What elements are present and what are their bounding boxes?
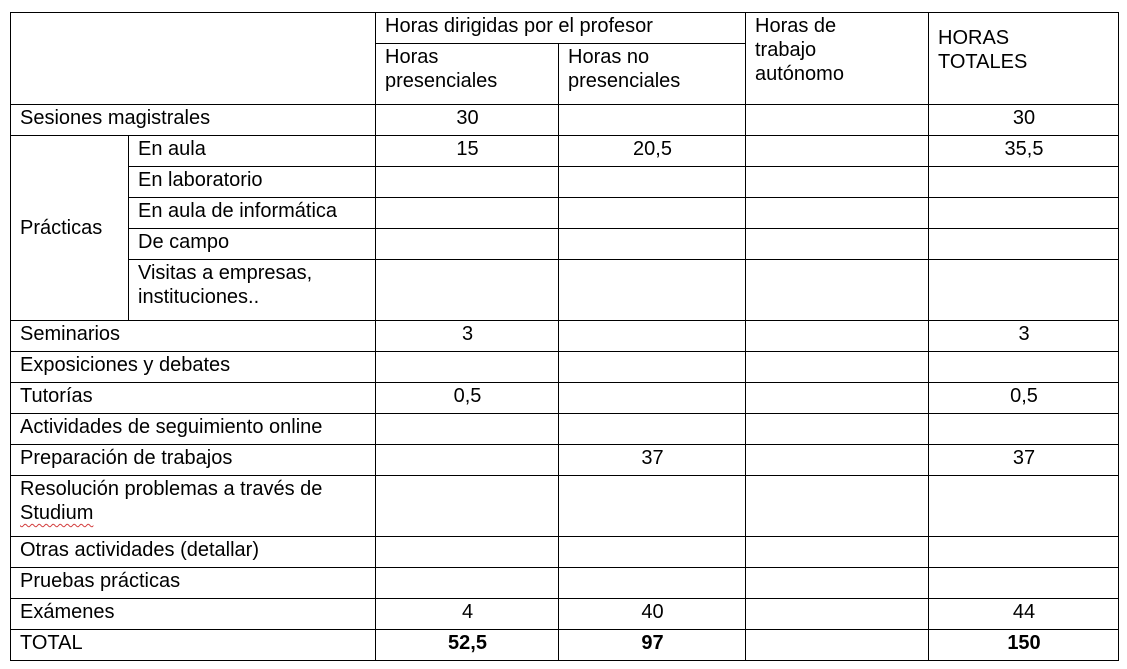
total-totales-value: 150 bbox=[1007, 632, 1041, 654]
cell-totales bbox=[929, 414, 1119, 445]
row-label: Tutorías bbox=[11, 383, 376, 414]
cell-no-presenciales bbox=[559, 198, 746, 229]
table-row bbox=[11, 537, 1119, 568]
row-label: En aula bbox=[129, 136, 376, 167]
cell-autonomo bbox=[746, 136, 929, 167]
cell-autonomo bbox=[746, 599, 929, 630]
cell-totales bbox=[929, 260, 1119, 321]
total-totales bbox=[929, 630, 1119, 661]
header-empty-cell bbox=[11, 13, 376, 105]
cell-presenciales: 3 bbox=[376, 321, 559, 352]
cell-no-presenciales bbox=[559, 321, 746, 352]
cell-totales: 35,5 bbox=[929, 136, 1119, 167]
cell-presenciales bbox=[376, 198, 559, 229]
header-presenciales bbox=[376, 44, 559, 105]
header-presenciales-line1: Horas bbox=[385, 46, 439, 68]
cell-no-presenciales bbox=[559, 105, 746, 136]
practicas-label: Prácticas bbox=[11, 136, 129, 321]
total-autonomo bbox=[746, 630, 929, 661]
row-label-line2: instituciones.. bbox=[138, 286, 260, 308]
cell-no-presenciales bbox=[559, 414, 746, 445]
row-label: Actividades de seguimiento online bbox=[11, 414, 376, 445]
header-totales-line1: HORAS bbox=[938, 27, 1010, 49]
row-label: Pruebas prácticas bbox=[11, 568, 376, 599]
row-label-line1: Resolución problemas a través de bbox=[20, 478, 323, 500]
header-no-presenciales-line2: presenciales bbox=[568, 70, 681, 92]
cell-no-presenciales bbox=[559, 383, 746, 414]
table-row bbox=[11, 414, 1119, 445]
cell-autonomo bbox=[746, 445, 929, 476]
studium-word: Studium bbox=[20, 502, 94, 524]
cell-autonomo bbox=[746, 352, 929, 383]
cell-presenciales bbox=[376, 568, 559, 599]
row-label: Preparación de trabajos bbox=[11, 445, 376, 476]
header-totales-line2: TOTALES bbox=[938, 51, 1028, 73]
cell-no-presenciales bbox=[559, 568, 746, 599]
cell-autonomo bbox=[746, 383, 929, 414]
cell-totales bbox=[929, 229, 1119, 260]
cell-no-presenciales bbox=[559, 229, 746, 260]
total-no-presenciales-value: 97 bbox=[641, 632, 664, 654]
cell-presenciales bbox=[376, 445, 559, 476]
row-label: En laboratorio bbox=[129, 167, 376, 198]
cell-totales: 44 bbox=[929, 599, 1119, 630]
cell-totales: 0,5 bbox=[929, 383, 1119, 414]
cell-presenciales bbox=[376, 537, 559, 568]
table-row bbox=[11, 599, 1119, 630]
cell-totales bbox=[929, 198, 1119, 229]
header-autonomous-hours bbox=[746, 13, 929, 105]
table-row bbox=[11, 445, 1119, 476]
total-label: TOTAL bbox=[11, 630, 376, 661]
cell-autonomo bbox=[746, 321, 929, 352]
header-total-hours bbox=[929, 13, 1119, 105]
cell-autonomo bbox=[746, 414, 929, 445]
cell-totales bbox=[929, 352, 1119, 383]
row-label: Otras actividades (detallar) bbox=[11, 537, 376, 568]
header-autonomo-line2: trabajo bbox=[755, 39, 817, 61]
cell-no-presenciales: 40 bbox=[559, 599, 746, 630]
total-presenciales-value: 52,5 bbox=[448, 632, 487, 654]
cell-no-presenciales: 20,5 bbox=[559, 136, 746, 167]
cell-autonomo bbox=[746, 167, 929, 198]
cell-presenciales bbox=[376, 229, 559, 260]
cell-presenciales: 4 bbox=[376, 599, 559, 630]
cell-no-presenciales bbox=[559, 476, 746, 537]
table-row bbox=[11, 383, 1119, 414]
cell-autonomo bbox=[746, 568, 929, 599]
header-presenciales-line2: presenciales bbox=[385, 70, 498, 92]
table-row bbox=[11, 352, 1119, 383]
cell-totales bbox=[929, 537, 1119, 568]
cell-presenciales bbox=[376, 167, 559, 198]
row-label: Exámenes bbox=[11, 599, 376, 630]
table-row bbox=[11, 229, 1119, 260]
cell-autonomo bbox=[746, 105, 929, 136]
cell-totales: 30 bbox=[929, 105, 1119, 136]
row-label: De campo bbox=[129, 229, 376, 260]
header-group-directed-hours: Horas dirigidas por el profesor bbox=[376, 13, 746, 44]
row-label bbox=[11, 476, 376, 537]
cell-autonomo bbox=[746, 476, 929, 537]
cell-totales: 37 bbox=[929, 445, 1119, 476]
table-row bbox=[11, 198, 1119, 229]
header-no-presenciales bbox=[559, 44, 746, 105]
cell-no-presenciales: 37 bbox=[559, 445, 746, 476]
cell-presenciales bbox=[376, 352, 559, 383]
row-label-line1: Visitas a empresas, bbox=[138, 262, 313, 284]
cell-no-presenciales bbox=[559, 167, 746, 198]
table-row bbox=[11, 260, 1119, 321]
cell-presenciales: 0,5 bbox=[376, 383, 559, 414]
row-label-line2 bbox=[20, 501, 367, 525]
table-row bbox=[11, 321, 1119, 352]
total-no-presenciales bbox=[559, 630, 746, 661]
header-row-1 bbox=[11, 13, 1119, 44]
hours-table bbox=[10, 12, 1119, 661]
cell-totales bbox=[929, 476, 1119, 537]
header-no-presenciales-line1: Horas no bbox=[568, 46, 650, 68]
table-row bbox=[11, 105, 1119, 136]
cell-no-presenciales bbox=[559, 537, 746, 568]
cell-autonomo bbox=[746, 229, 929, 260]
table-row bbox=[11, 136, 1119, 167]
cell-totales: 3 bbox=[929, 321, 1119, 352]
row-label: Sesiones magistrales bbox=[11, 105, 376, 136]
header-autonomo-line1: Horas de bbox=[755, 15, 837, 37]
cell-no-presenciales bbox=[559, 352, 746, 383]
cell-presenciales bbox=[376, 414, 559, 445]
cell-totales bbox=[929, 568, 1119, 599]
table-row bbox=[11, 476, 1119, 537]
total-row bbox=[11, 630, 1119, 661]
cell-presenciales bbox=[376, 476, 559, 537]
cell-totales bbox=[929, 167, 1119, 198]
header-autonomo-line3: autónomo bbox=[755, 63, 844, 85]
total-presenciales bbox=[376, 630, 559, 661]
row-label bbox=[129, 260, 376, 321]
cell-no-presenciales bbox=[559, 260, 746, 321]
cell-presenciales: 30 bbox=[376, 105, 559, 136]
row-label: En aula de informática bbox=[129, 198, 376, 229]
cell-autonomo bbox=[746, 537, 929, 568]
cell-autonomo bbox=[746, 260, 929, 321]
cell-presenciales: 15 bbox=[376, 136, 559, 167]
cell-presenciales bbox=[376, 260, 559, 321]
row-label: Seminarios bbox=[11, 321, 376, 352]
row-label: Exposiciones y debates bbox=[11, 352, 376, 383]
cell-autonomo bbox=[746, 198, 929, 229]
table-row bbox=[11, 568, 1119, 599]
table-row bbox=[11, 167, 1119, 198]
